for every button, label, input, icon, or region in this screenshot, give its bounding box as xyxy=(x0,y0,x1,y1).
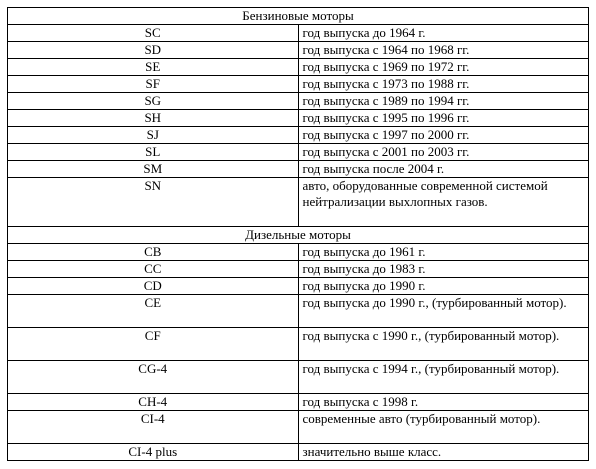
engine-class-description: год выпуска с 1973 по 1988 гг. xyxy=(298,76,589,93)
table-row xyxy=(8,127,589,144)
table-row xyxy=(8,394,589,411)
oil-classification-table xyxy=(7,7,589,461)
table-row xyxy=(8,59,589,76)
engine-class-code: SG xyxy=(8,93,299,110)
table-row xyxy=(8,361,589,394)
engine-class-description: год выпуска до 1990 г. xyxy=(298,278,589,295)
engine-class-code: SM xyxy=(8,161,299,178)
table-row xyxy=(8,244,589,261)
oil-classification-document xyxy=(7,7,589,461)
table-row xyxy=(8,42,589,59)
engine-class-code: SH xyxy=(8,110,299,127)
engine-class-code: SD xyxy=(8,42,299,59)
section-row-diesel xyxy=(8,227,589,244)
table-row xyxy=(8,295,589,328)
engine-class-code: SF xyxy=(8,76,299,93)
engine-class-description: авто, оборудованные современной системой нейтрализации выхлопных газов. xyxy=(298,178,589,227)
table-row xyxy=(8,261,589,278)
engine-class-code: CH-4 xyxy=(8,394,299,411)
engine-class-description: год выпуска с 1995 по 1996 гг. xyxy=(298,110,589,127)
engine-class-code: SE xyxy=(8,59,299,76)
engine-class-description: год выпуска с 1990 г., (турбированный мотор). xyxy=(298,328,589,361)
table-row xyxy=(8,144,589,161)
engine-class-description: год выпуска с 1998 г. xyxy=(298,394,589,411)
engine-class-description: год выпуска до 1983 г. xyxy=(298,261,589,278)
engine-class-description: современные авто (турбированный мотор). xyxy=(298,411,589,444)
engine-class-description: год выпуска с 2001 по 2003 гг. xyxy=(298,144,589,161)
engine-class-description: год выпуска до 1990 г., (турбированный мотор). xyxy=(298,295,589,328)
engine-class-code: SJ xyxy=(8,127,299,144)
engine-class-description: год выпуска с 1997 по 2000 гг. xyxy=(298,127,589,144)
engine-class-description: год выпуска с 1989 по 1994 гг. xyxy=(298,93,589,110)
engine-class-description: год выпуска до 1964 г. xyxy=(298,25,589,42)
table-row xyxy=(8,328,589,361)
section-header-petrol: Бензиновые моторы xyxy=(8,8,589,25)
table-row xyxy=(8,76,589,93)
section-header-diesel: Дизельные моторы xyxy=(8,227,589,244)
table-row xyxy=(8,25,589,42)
table-row xyxy=(8,161,589,178)
table-row xyxy=(8,178,589,227)
engine-class-code: SN xyxy=(8,178,299,227)
engine-class-code: SC xyxy=(8,25,299,42)
engine-class-description: значительно выше класс. xyxy=(298,444,589,461)
section-row-petrol xyxy=(8,8,589,25)
engine-class-code: CD xyxy=(8,278,299,295)
table-row xyxy=(8,278,589,295)
engine-class-description: год выпуска с 1969 по 1972 гг. xyxy=(298,59,589,76)
engine-class-description: год выпуска с 1994 г., (турбированный мотор). xyxy=(298,361,589,394)
engine-class-code: CG-4 xyxy=(8,361,299,394)
table-row xyxy=(8,411,589,444)
engine-class-code: CI-4 xyxy=(8,411,299,444)
engine-class-code: SL xyxy=(8,144,299,161)
engine-class-code: CC xyxy=(8,261,299,278)
engine-class-code: CI-4 plus xyxy=(8,444,299,461)
engine-class-code: CB xyxy=(8,244,299,261)
engine-class-code: CF xyxy=(8,328,299,361)
engine-class-description: год выпуска после 2004 г. xyxy=(298,161,589,178)
engine-class-description: год выпуска до 1961 г. xyxy=(298,244,589,261)
table-row xyxy=(8,110,589,127)
engine-class-code: CE xyxy=(8,295,299,328)
table-row xyxy=(8,93,589,110)
table-row xyxy=(8,444,589,461)
engine-class-description: год выпуска с 1964 по 1968 гг. xyxy=(298,42,589,59)
